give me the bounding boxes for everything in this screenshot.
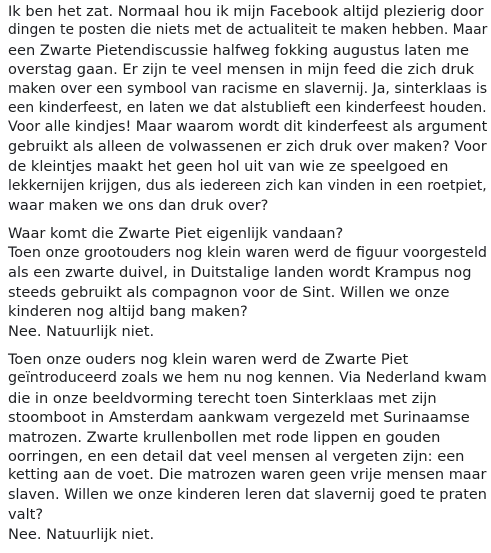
text-line: dingen te posten die niets met de actualiteit te maken hebben. Maar — [8, 22, 488, 39]
text-line: Nee. Natuurlijk niet. — [8, 322, 155, 340]
text-line: valt? — [8, 506, 44, 524]
text-line: lekkernijen krijgen, dus als iedereen zich kan vinden in een roetpiet, — [8, 177, 487, 194]
post-paragraph — [8, 2, 487, 215]
text-line: ketting aan de voet. Die matrozen waren geen vrije mensen maar — [8, 467, 487, 484]
text-line: maken over een symbool van racisme en slavernij. Ja, sinterklaas is — [8, 80, 488, 97]
text-line: Toen onze ouders nog klein waren werd de Zwarte Piet — [8, 350, 409, 368]
text-line: steeds gebruikt als compagnon voor de Sint. Willen we onze — [8, 283, 450, 301]
post-body — [8, 2, 487, 553]
text-line: die in onze beeldvorming terecht toen Sinterklaas met zijn — [8, 389, 437, 407]
text-line: een kinderfeest, en laten we dat alstublieft een kinderfeest houden. — [8, 100, 487, 117]
text-line: stoomboot in Amsterdam aankwam vergezeld met Surinaamse — [8, 409, 470, 427]
text-line: gebruikt als alleen de volwassenen er zich druk over maken? Voor — [8, 138, 487, 155]
text-line: slaven. Willen we onze kinderen leren dat slavernij goed te praten — [8, 486, 487, 503]
post-paragraph — [8, 350, 487, 544]
text-line: overstag gaan. Er zijn te veel mensen in mijn feed die zich druk — [8, 61, 475, 79]
text-line: Ik ben het zat. Normaal hou ik mijn Facebook altijd plezierig door — [8, 3, 484, 20]
text-line: Toen onze grootouders nog klein waren werd de figuur voorgesteld — [8, 244, 487, 261]
text-line: geïntroduceerd zoals we hem nu nog kennen. Via Nederland kwam — [8, 370, 487, 387]
text-line: waar maken we ons dan druk over? — [8, 197, 269, 215]
text-line: matrozen. Zwarte krullenbollen met rode lippen en gouden — [8, 428, 441, 446]
text-line: Voor alle kindjes! Maar waarom wordt dit kinderfeest als argument — [8, 119, 488, 136]
post-paragraph — [8, 224, 487, 340]
text-line: Nee. Natuurlijk niet. — [8, 525, 155, 543]
text-line: de kleintjes maakt het geen hol uit van wie ze speelgoed en — [8, 158, 449, 176]
text-line: kinderen nog altijd bang maken? — [8, 303, 248, 321]
text-line: een Zwarte Pietendiscussie halfweg fokking augustus laten me — [8, 41, 470, 59]
text-line: als een zwarte duivel, in Duitstalige landen wordt Krampus nog — [8, 264, 472, 282]
text-line: oorringen, en een detail dat veel mensen al vergeten zijn: een — [8, 447, 465, 465]
text-line: Waar komt die Zwarte Piet eigenlijk vandaan? — [8, 225, 344, 243]
